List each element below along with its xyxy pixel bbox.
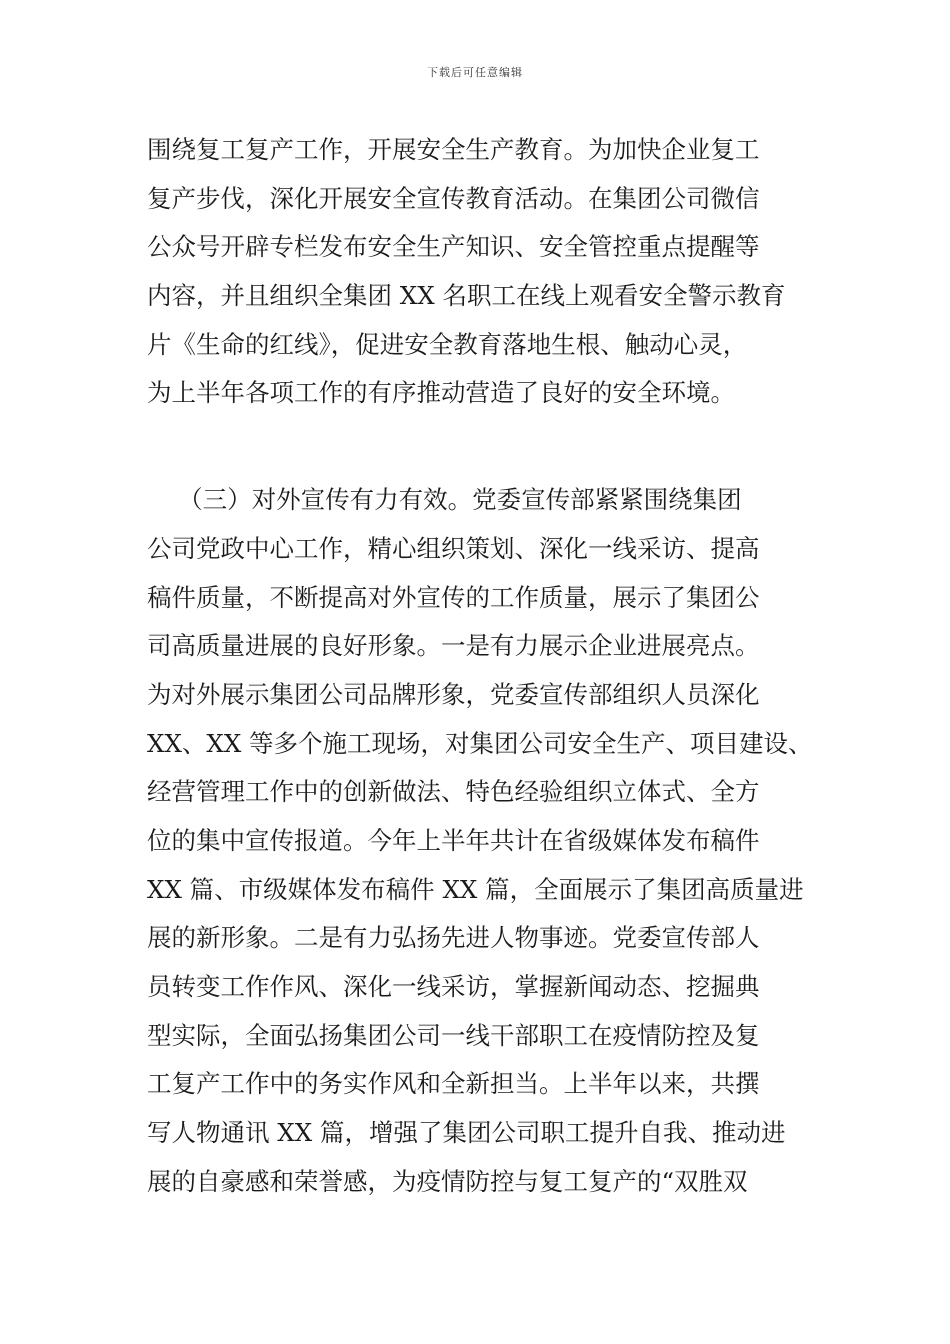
text-line: 公众号开辟专栏发布安全生产知识、安全管控重点提醒等 (147, 232, 760, 262)
text-line: 型实际，全面弘扬集团公司一线干部职工在疫情防控及复 (147, 1020, 760, 1050)
paragraph-safety-education (147, 126, 837, 418)
text-line: 内容，并且组织全集团 XX 名职工在线上观看安全警示教育 (147, 281, 786, 311)
text-line: 稿件质量，不断提高对外宣传的工作质量，展示了集团公 (147, 582, 760, 612)
text-line: 围绕复工复产工作，开展安全生产教育。为加快企业复工 (147, 135, 760, 164)
text-line: 复产步伐，深化开展安全宣传教育活动。在集团公司微信 (147, 183, 760, 213)
text-line: 写人物通讯 XX 篇，增强了集团公司职工提升自我、推动进 (147, 1118, 786, 1148)
text-line: 展的新形象。二是有力弘扬先进人物事迹。党委宣传部人 (147, 923, 760, 953)
text-line: 工复产工作中的务实作风和全新担当。上半年以来，共撰 (147, 1069, 760, 1099)
text-line: 展的自豪感和荣誉感，为疫情防控与复工复产的“双胜双 (147, 1166, 748, 1196)
text-line: 为上半年各项工作的有序推动营造了良好的安全环境。 (147, 378, 735, 408)
text-line: 经营管理工作中的创新做法、特色经验组织立体式、全方 (147, 777, 760, 807)
text-line: 司高质量进展的良好形象。一是有力展示企业进展亮点。 (147, 631, 760, 661)
text-line: XX 篇、市级媒体发布稿件 XX 篇，全面展示了集团高质量进 (147, 874, 804, 904)
paragraph-external-publicity (147, 476, 837, 1206)
text-line: 位的集中宣传报道。今年上半年共计在省级媒体发布稿件 (147, 825, 760, 855)
text-line: XX、XX 等多个施工现场，对集团公司安全生产、项目建设、 (147, 728, 813, 758)
text-line: 片《生命的红线》，促进安全教育落地生根、触动心灵， (147, 329, 748, 359)
text-line: 公司党政中心工作，精心组织策划、深化一线采访、提高 (147, 533, 760, 563)
paragraph-spacer (147, 418, 837, 476)
document-body (147, 126, 837, 1206)
text-line: 为对外展示集团公司品牌形象，党委宣传部组织人员深化 (147, 679, 760, 709)
text-line: （三）对外宣传有力有效。党委宣传部紧紧围绕集团 (147, 485, 742, 515)
page-header-note: 下载后可任意编辑 (427, 66, 523, 79)
text-line: 员转变工作作风、深化一线采访，掌握新闻动态、挖掘典 (147, 972, 760, 1001)
